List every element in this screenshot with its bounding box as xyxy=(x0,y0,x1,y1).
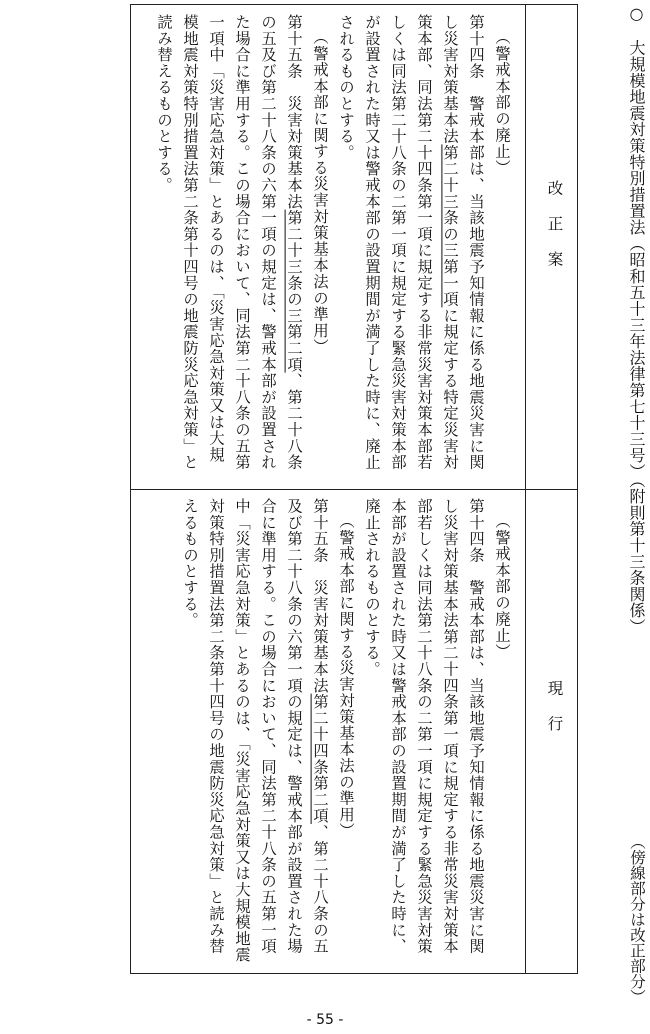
heading-abolition: （警戒本部の廃止） xyxy=(493,513,511,660)
header-current: 現行 xyxy=(545,680,564,751)
changed-text: 第二十四条第二項 xyxy=(311,693,329,825)
article-15-current: 第十五条 災害対策基本法第二十四条第二項、第二十八条の五及び第二十八条の六第一項の規定は、警戒本部が設置された場合に準用する。この場合において、同法第二十八条の五第一項中「災害応急対策」とあるのは、「災害応急対策又は大規模地震対策特別措置法第二条第十四号の地震防災応急対策」と読み替えるものとする。 xyxy=(181,498,329,964)
heading-abolition: （警戒本部の廃止） xyxy=(493,29,511,176)
heading-apply: （警戒本部に関する災害対策基本法の準用） xyxy=(311,29,329,356)
changed-text: 第二十三条の三第二項 xyxy=(285,209,303,373)
amendment-text xyxy=(151,14,515,474)
column-divider xyxy=(131,489,577,490)
underline-note: （傍線部分は改正部分） xyxy=(628,834,646,1005)
heading-apply: （警戒本部に関する災害対策基本法の準用） xyxy=(337,513,355,840)
changed-text: 第二十三条の三第一項 xyxy=(441,144,459,308)
page-number: - 55 - xyxy=(306,1012,344,1028)
document-title: ○ 大規模地震対策特別措置法（昭和五十三年法律第七十三号）（附則第十三条関係） xyxy=(627,4,646,635)
article-14-new: 第十四条 警戒本部は、当該地震予知情報に係る地震災害に関し災害対策基本法第二十三条の三第一項に規定する特定災害対策本部、同法第二十四条第一項に規定する非常災害対策本部若しくは同法第二十八条の二第一項に規定する緊急災害対策本部が設置された時又は警戒本部の設置期間が満了した時に、廃止されるものとする。 xyxy=(337,14,485,471)
article-15-new: 第十五条 災害対策基本法第二十三条の三第二項、第二十八条の五及び第二十八条の六第一項の規定は、警戒本部が設置された場合に準用する。この場合において、同法第二十八条の五第一項中「災害応急対策」とあるのは、「災害応急対策又は大規模地震対策特別措置法第二条第十四号の地震防災応急対策」と読み替えるものとする。 xyxy=(155,14,303,471)
header-new: 改正案 xyxy=(545,180,564,287)
article-14-current: 第十四条 警戒本部は、当該地震予知情報に係る地震災害に関し災害対策基本法第二十四条第一項に規定する非常災害対策本部若しくは同法第二十八条の二第一項に規定する緊急災害対策本部が設置された時又は警戒本部の設置期間が満了した時に、廃止されるものとする。 xyxy=(363,498,485,955)
current-text xyxy=(177,498,515,968)
